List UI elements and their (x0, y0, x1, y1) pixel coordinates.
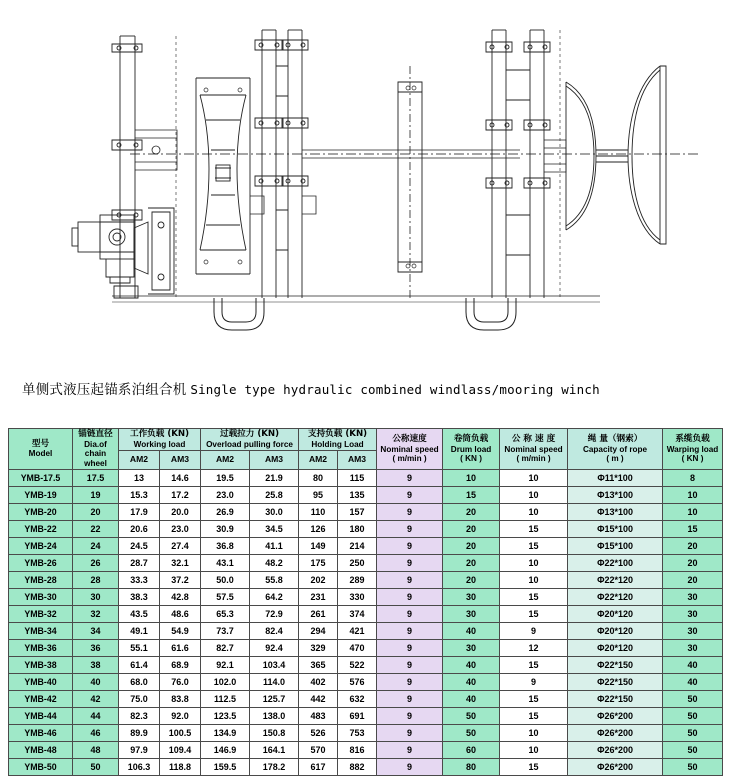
cell-overload-am2: 19.5 (201, 470, 250, 487)
cell-overload-am2: 159.5 (201, 759, 250, 776)
cell-working-am3: 118.8 (160, 759, 201, 776)
cell-drum-load: 20 (443, 555, 500, 572)
cell-nominal-speed-1: 9 (377, 487, 443, 504)
table-row (9, 470, 723, 487)
cell-chain-diameter: 42 (73, 691, 119, 708)
cell-drum-load: 20 (443, 538, 500, 555)
cell-warping-load: 50 (663, 691, 723, 708)
table-row (9, 657, 723, 674)
cell-overload-am2: 73.7 (201, 623, 250, 640)
subheader-working-am3: AM3 (160, 451, 201, 470)
cell-overload-am2: 102.0 (201, 674, 250, 691)
cell-nominal-speed-2: 12 (500, 640, 568, 657)
cell-model: YMB-24 (9, 538, 73, 555)
cell-nominal-speed-1: 9 (377, 504, 443, 521)
table-row (9, 725, 723, 742)
cell-working-am2: 13 (119, 470, 160, 487)
cell-chain-diameter: 46 (73, 725, 119, 742)
cell-rope-capacity: Φ15*100 (568, 538, 663, 555)
cell-drum-load: 40 (443, 674, 500, 691)
cell-chain-diameter: 19 (73, 487, 119, 504)
subheader-overload-am3: AM3 (250, 451, 299, 470)
cell-drum-load: 40 (443, 691, 500, 708)
subheader-working-am2: AM2 (119, 451, 160, 470)
cell-overload-am3: 25.8 (250, 487, 299, 504)
cell-drum-load: 20 (443, 504, 500, 521)
cell-overload-am3: 82.4 (250, 623, 299, 640)
cell-drum-load: 15 (443, 487, 500, 504)
cell-nominal-speed-1: 9 (377, 725, 443, 742)
cell-overload-am3: 21.9 (250, 470, 299, 487)
cell-rope-capacity: Φ26*200 (568, 759, 663, 776)
specification-table (8, 428, 723, 776)
cell-holding-am2: 617 (299, 759, 338, 776)
cell-warping-load: 30 (663, 623, 723, 640)
cell-chain-diameter: 28 (73, 572, 119, 589)
cell-warping-load: 20 (663, 538, 723, 555)
cell-holding-am3: 522 (338, 657, 377, 674)
cell-chain-diameter: 26 (73, 555, 119, 572)
cell-holding-am2: 80 (299, 470, 338, 487)
cell-holding-am3: 157 (338, 504, 377, 521)
cell-holding-am2: 570 (299, 742, 338, 759)
cell-overload-am3: 92.4 (250, 640, 299, 657)
cell-chain-diameter: 32 (73, 606, 119, 623)
cell-holding-am2: 202 (299, 572, 338, 589)
cell-rope-capacity: Φ26*200 (568, 742, 663, 759)
cell-overload-am2: 92.1 (201, 657, 250, 674)
cell-nominal-speed-2: 15 (500, 691, 568, 708)
cell-working-am3: 32.1 (160, 555, 201, 572)
cell-model: YMB-22 (9, 521, 73, 538)
cell-drum-load: 40 (443, 623, 500, 640)
cell-nominal-speed-1: 9 (377, 572, 443, 589)
cell-working-am2: 17.9 (119, 504, 160, 521)
cell-rope-capacity: Φ26*200 (568, 725, 663, 742)
header-working-load: 工作负载 (KN) Working load (119, 429, 201, 451)
table-row (9, 691, 723, 708)
cell-chain-diameter: 36 (73, 640, 119, 657)
cell-nominal-speed-1: 9 (377, 674, 443, 691)
cell-model: YMB-38 (9, 657, 73, 674)
cell-overload-am2: 26.9 (201, 504, 250, 521)
cell-chain-diameter: 34 (73, 623, 119, 640)
cell-drum-load: 50 (443, 725, 500, 742)
header-rope-capacity: 绳 量（钢索） Capacity of rope ( m ) (568, 429, 663, 470)
cell-drum-load: 80 (443, 759, 500, 776)
cell-working-am2: 33.3 (119, 572, 160, 589)
cell-working-am2: 24.5 (119, 538, 160, 555)
specification-table-wrapper (8, 428, 722, 776)
cell-holding-am3: 691 (338, 708, 377, 725)
cell-overload-am2: 134.9 (201, 725, 250, 742)
cell-working-am3: 42.8 (160, 589, 201, 606)
cell-nominal-speed-1: 9 (377, 742, 443, 759)
cell-model: YMB-20 (9, 504, 73, 521)
table-row (9, 538, 723, 555)
cell-nominal-speed-2: 10 (500, 487, 568, 504)
cell-nominal-speed-2: 15 (500, 759, 568, 776)
cell-working-am2: 49.1 (119, 623, 160, 640)
cell-rope-capacity: Φ13*100 (568, 504, 663, 521)
cell-rope-capacity: Φ20*120 (568, 640, 663, 657)
cell-overload-am3: 30.0 (250, 504, 299, 521)
cell-model: YMB-46 (9, 725, 73, 742)
subheader-holding-am3: AM3 (338, 451, 377, 470)
cell-holding-am3: 214 (338, 538, 377, 555)
cell-overload-am2: 65.3 (201, 606, 250, 623)
cell-nominal-speed-1: 9 (377, 708, 443, 725)
cell-nominal-speed-2: 15 (500, 521, 568, 538)
header-holding-load: 支持负载 (KN) Holding Load (299, 429, 377, 451)
cell-working-am2: 20.6 (119, 521, 160, 538)
cell-holding-am2: 329 (299, 640, 338, 657)
header-overload-pulling-force: 过载拉力 (KN) Overload pulling force (201, 429, 299, 451)
cell-drum-load: 30 (443, 606, 500, 623)
cell-warping-load: 50 (663, 725, 723, 742)
cell-chain-diameter: 30 (73, 589, 119, 606)
cell-overload-am3: 103.4 (250, 657, 299, 674)
cell-holding-am3: 816 (338, 742, 377, 759)
table-row (9, 487, 723, 504)
header-nominal-speed-1: 公称速度 Nominal speed ( m/min ) (377, 429, 443, 470)
cell-holding-am3: 135 (338, 487, 377, 504)
cell-nominal-speed-2: 10 (500, 572, 568, 589)
cell-overload-am3: 41.1 (250, 538, 299, 555)
cell-warping-load: 10 (663, 504, 723, 521)
cell-nominal-speed-1: 9 (377, 657, 443, 674)
subheader-holding-am2: AM2 (299, 451, 338, 470)
cell-chain-diameter: 22 (73, 521, 119, 538)
cell-nominal-speed-2: 15 (500, 538, 568, 555)
cell-nominal-speed-1: 9 (377, 606, 443, 623)
cell-overload-am2: 123.5 (201, 708, 250, 725)
cell-overload-am3: 72.9 (250, 606, 299, 623)
cell-rope-capacity: Φ22*150 (568, 657, 663, 674)
cell-overload-am2: 50.0 (201, 572, 250, 589)
cell-chain-diameter: 20 (73, 504, 119, 521)
cell-nominal-speed-2: 10 (500, 742, 568, 759)
cell-overload-am3: 164.1 (250, 742, 299, 759)
cell-working-am3: 100.5 (160, 725, 201, 742)
cell-working-am3: 23.0 (160, 521, 201, 538)
cell-warping-load: 20 (663, 555, 723, 572)
subheader-overload-am2: AM2 (201, 451, 250, 470)
table-header-row-1 (9, 429, 723, 451)
table-row (9, 623, 723, 640)
cell-working-am3: 92.0 (160, 708, 201, 725)
cell-rope-capacity: Φ22*150 (568, 691, 663, 708)
cell-model: YMB-28 (9, 572, 73, 589)
table-row (9, 504, 723, 521)
cell-drum-load: 50 (443, 708, 500, 725)
caption-chinese: 单侧式液压起锚系泊组合机 (22, 382, 187, 398)
cell-nominal-speed-2: 9 (500, 674, 568, 691)
cell-holding-am2: 95 (299, 487, 338, 504)
cell-holding-am3: 115 (338, 470, 377, 487)
cell-holding-am3: 289 (338, 572, 377, 589)
cell-working-am2: 43.5 (119, 606, 160, 623)
cell-overload-am3: 138.0 (250, 708, 299, 725)
cell-working-am3: 54.9 (160, 623, 201, 640)
cell-holding-am3: 250 (338, 555, 377, 572)
cell-nominal-speed-1: 9 (377, 623, 443, 640)
cell-chain-diameter: 38 (73, 657, 119, 674)
cell-rope-capacity: Φ20*120 (568, 623, 663, 640)
table-row (9, 572, 723, 589)
cell-rope-capacity: Φ22*120 (568, 589, 663, 606)
cell-working-am2: 28.7 (119, 555, 160, 572)
cell-warping-load: 15 (663, 521, 723, 538)
cell-nominal-speed-1: 9 (377, 640, 443, 657)
cell-working-am2: 82.3 (119, 708, 160, 725)
cell-drum-load: 30 (443, 589, 500, 606)
caption-english: Single type hydraulic combined windlass/mooring winch (190, 382, 600, 397)
cell-overload-am2: 36.8 (201, 538, 250, 555)
cell-nominal-speed-1: 9 (377, 470, 443, 487)
table-row (9, 742, 723, 759)
cell-overload-am3: 64.2 (250, 589, 299, 606)
cell-holding-am2: 175 (299, 555, 338, 572)
cell-holding-am2: 365 (299, 657, 338, 674)
cell-overload-am3: 55.8 (250, 572, 299, 589)
cell-holding-am3: 470 (338, 640, 377, 657)
cell-warping-load: 30 (663, 640, 723, 657)
cell-holding-am3: 180 (338, 521, 377, 538)
cell-overload-am3: 125.7 (250, 691, 299, 708)
cell-chain-diameter: 17.5 (73, 470, 119, 487)
cell-warping-load: 40 (663, 657, 723, 674)
cell-overload-am2: 57.5 (201, 589, 250, 606)
cell-model: YMB-32 (9, 606, 73, 623)
cell-model: YMB-48 (9, 742, 73, 759)
cell-working-am3: 20.0 (160, 504, 201, 521)
cell-working-am3: 37.2 (160, 572, 201, 589)
cell-rope-capacity: Φ13*100 (568, 487, 663, 504)
cell-warping-load: 50 (663, 742, 723, 759)
cell-rope-capacity: Φ20*120 (568, 606, 663, 623)
cell-overload-am3: 34.5 (250, 521, 299, 538)
cell-chain-diameter: 44 (73, 708, 119, 725)
cell-holding-am2: 261 (299, 606, 338, 623)
cell-holding-am2: 126 (299, 521, 338, 538)
cell-model: YMB-44 (9, 708, 73, 725)
cell-model: YMB-19 (9, 487, 73, 504)
cell-rope-capacity: Φ15*100 (568, 521, 663, 538)
cell-model: YMB-36 (9, 640, 73, 657)
cell-rope-capacity: Φ22*100 (568, 555, 663, 572)
cell-working-am2: 55.1 (119, 640, 160, 657)
cell-holding-am2: 110 (299, 504, 338, 521)
cell-working-am2: 68.0 (119, 674, 160, 691)
table-row (9, 640, 723, 657)
cell-working-am2: 89.9 (119, 725, 160, 742)
cell-model: YMB-40 (9, 674, 73, 691)
cell-working-am3: 27.4 (160, 538, 201, 555)
cell-holding-am2: 294 (299, 623, 338, 640)
cell-nominal-speed-2: 9 (500, 623, 568, 640)
header-warping-load: 系缆负载 Warping load ( KN ) (663, 429, 723, 470)
cell-warping-load: 40 (663, 674, 723, 691)
cell-warping-load: 50 (663, 759, 723, 776)
table-row (9, 606, 723, 623)
cell-overload-am3: 48.2 (250, 555, 299, 572)
cell-nominal-speed-1: 9 (377, 521, 443, 538)
cell-holding-am2: 402 (299, 674, 338, 691)
cell-working-am3: 83.8 (160, 691, 201, 708)
figure-caption (22, 378, 600, 398)
cell-overload-am3: 150.8 (250, 725, 299, 742)
cell-working-am3: 48.6 (160, 606, 201, 623)
cell-working-am3: 61.6 (160, 640, 201, 657)
cell-holding-am3: 330 (338, 589, 377, 606)
cell-nominal-speed-2: 10 (500, 504, 568, 521)
cell-nominal-speed-2: 10 (500, 725, 568, 742)
cell-holding-am3: 421 (338, 623, 377, 640)
cell-working-am2: 106.3 (119, 759, 160, 776)
table-row (9, 708, 723, 725)
cell-nominal-speed-2: 15 (500, 606, 568, 623)
cell-working-am2: 75.0 (119, 691, 160, 708)
cell-nominal-speed-2: 15 (500, 657, 568, 674)
cell-holding-am3: 576 (338, 674, 377, 691)
cell-rope-capacity: Φ22*150 (568, 674, 663, 691)
cell-drum-load: 40 (443, 657, 500, 674)
cell-warping-load: 50 (663, 708, 723, 725)
cell-working-am3: 68.9 (160, 657, 201, 674)
cell-overload-am3: 114.0 (250, 674, 299, 691)
cell-working-am3: 17.2 (160, 487, 201, 504)
cell-drum-load: 20 (443, 572, 500, 589)
cell-nominal-speed-1: 9 (377, 759, 443, 776)
cell-holding-am3: 632 (338, 691, 377, 708)
cell-overload-am3: 178.2 (250, 759, 299, 776)
cell-overload-am2: 30.9 (201, 521, 250, 538)
header-chain-diameter: 锚链直径 Dia.of chain wheel (73, 429, 119, 470)
cell-overload-am2: 23.0 (201, 487, 250, 504)
cell-holding-am2: 149 (299, 538, 338, 555)
cell-model: YMB-42 (9, 691, 73, 708)
cell-holding-am2: 231 (299, 589, 338, 606)
cell-drum-load: 60 (443, 742, 500, 759)
cell-warping-load: 8 (663, 470, 723, 487)
cell-nominal-speed-1: 9 (377, 589, 443, 606)
cell-warping-load: 30 (663, 606, 723, 623)
cell-overload-am2: 112.5 (201, 691, 250, 708)
cell-warping-load: 10 (663, 487, 723, 504)
cell-drum-load: 10 (443, 470, 500, 487)
table-body (9, 470, 723, 776)
cell-holding-am2: 526 (299, 725, 338, 742)
cell-model: YMB-17.5 (9, 470, 73, 487)
cell-chain-diameter: 24 (73, 538, 119, 555)
cell-overload-am2: 82.7 (201, 640, 250, 657)
cell-warping-load: 30 (663, 589, 723, 606)
cell-model: YMB-30 (9, 589, 73, 606)
cell-working-am3: 76.0 (160, 674, 201, 691)
cell-holding-am3: 374 (338, 606, 377, 623)
cell-working-am2: 15.3 (119, 487, 160, 504)
cell-working-am2: 38.3 (119, 589, 160, 606)
table-row (9, 759, 723, 776)
cell-nominal-speed-2: 10 (500, 470, 568, 487)
cell-rope-capacity: Φ22*120 (568, 572, 663, 589)
cell-model: YMB-26 (9, 555, 73, 572)
cell-working-am3: 109.4 (160, 742, 201, 759)
cell-drum-load: 20 (443, 521, 500, 538)
cell-overload-am2: 43.1 (201, 555, 250, 572)
cell-holding-am3: 882 (338, 759, 377, 776)
cell-holding-am2: 442 (299, 691, 338, 708)
cell-overload-am2: 146.9 (201, 742, 250, 759)
cell-model: YMB-50 (9, 759, 73, 776)
product-technical-drawing (0, 0, 730, 370)
cell-nominal-speed-2: 15 (500, 708, 568, 725)
table-row (9, 674, 723, 691)
header-model: 型号 Model (9, 429, 73, 470)
cell-chain-diameter: 48 (73, 742, 119, 759)
cell-warping-load: 20 (663, 572, 723, 589)
cell-nominal-speed-1: 9 (377, 555, 443, 572)
cell-working-am2: 61.4 (119, 657, 160, 674)
cell-working-am3: 14.6 (160, 470, 201, 487)
cell-chain-diameter: 40 (73, 674, 119, 691)
table-row (9, 589, 723, 606)
cell-holding-am2: 483 (299, 708, 338, 725)
header-nominal-speed-2: 公 称 速 度 Nominal speed ( m/min ) (500, 429, 568, 470)
cell-drum-load: 30 (443, 640, 500, 657)
cell-nominal-speed-2: 15 (500, 589, 568, 606)
cell-chain-diameter: 50 (73, 759, 119, 776)
table-row (9, 555, 723, 572)
cell-nominal-speed-2: 10 (500, 555, 568, 572)
cell-working-am2: 97.9 (119, 742, 160, 759)
cell-nominal-speed-1: 9 (377, 691, 443, 708)
cell-model: YMB-34 (9, 623, 73, 640)
cell-nominal-speed-1: 9 (377, 538, 443, 555)
header-drum-load: 卷筒负载 Drum load ( KN ) (443, 429, 500, 470)
cell-rope-capacity: Φ26*200 (568, 708, 663, 725)
cell-rope-capacity: Φ11*100 (568, 470, 663, 487)
cell-holding-am3: 753 (338, 725, 377, 742)
table-row (9, 521, 723, 538)
